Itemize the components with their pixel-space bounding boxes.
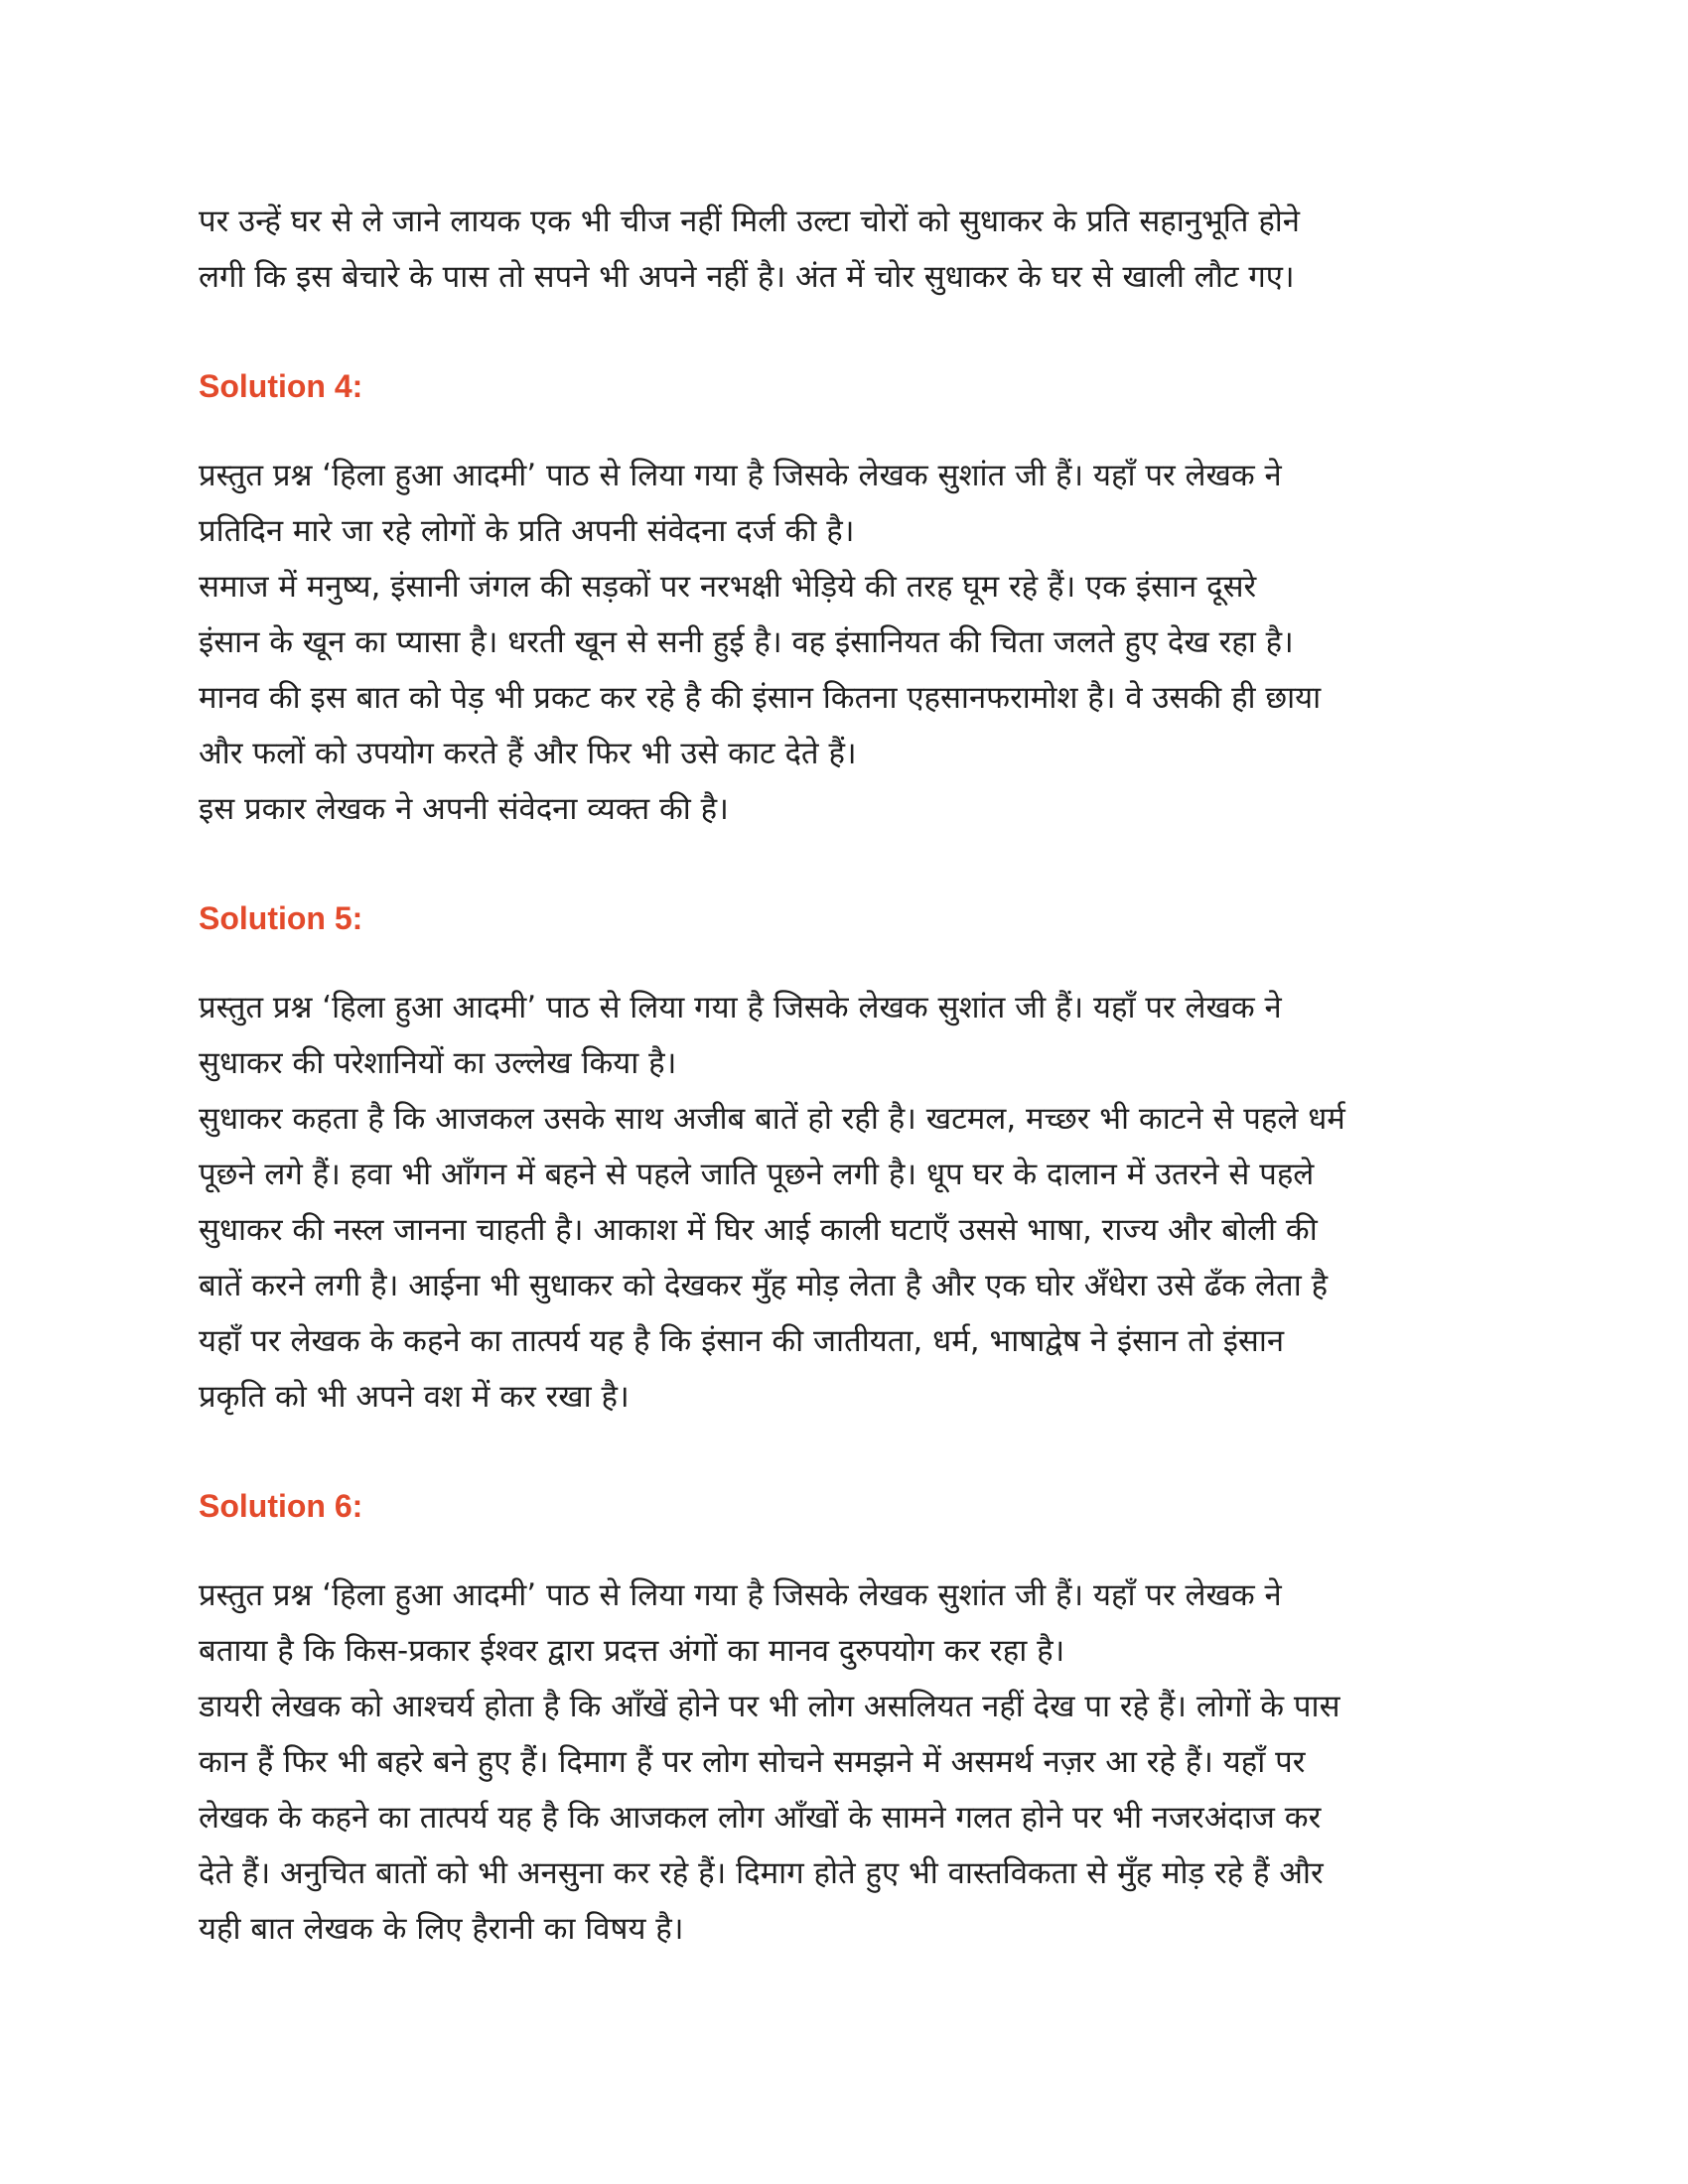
solution-6-paragraph [199,1568,1489,1957]
text-line: और फलों को उपयोग करते हैं और फिर भी उसे काट देते हैं। [199,736,857,771]
text-line: बताया है कि किस-प्रकार ईश्वर द्वारा प्रदत्त अंगों का मानव दुरुपयोग कर रहा है। [199,1633,1065,1669]
solution-5-paragraph [199,980,1489,1425]
text-line: मानव की इस बात को पेड़ भी प्रकट कर रहे है की इंसान कितना एहसानफरामोश है। वे उसकी ही छाया [199,680,1322,716]
text-line: देते हैं। अनुचित बातों को भी अनसुना कर रहे हैं। दिमाग होते हुए भी वास्तविकता से मुँह मोड़ रहे हैं और [199,1855,1324,1891]
text-line: प्रस्तुत प्रश्न ‘हिला हुआ आदमी’ पाठ से लिया गया है जिसके लेखक सुशांत जी हैं। यहाँ पर लेखक ने [199,990,1282,1025]
solution-6-heading: Solution 6: [199,1488,363,1524]
text-line: प्रस्तुत प्रश्न ‘हिला हुआ आदमी’ पाठ से लिया गया है जिसके लेखक सुशांत जी हैं। यहाँ पर लेखक ने [199,1577,1282,1613]
text-line: पर उन्हें घर से ले जाने लायक एक भी चीज नहीं मिली उल्टा चोरों को सुधाकर के प्रति सहानुभूति होने [199,204,1301,239]
text-line: यही बात लेखक के लिए हैरानी का विषय है। [199,1911,684,1947]
text-line: सुधाकर कहता है कि आजकल उसके साथ अजीब बातें हो रही है। खटमल, मच्छर भी काटने से पहले धर्म [199,1101,1345,1137]
solution-5-heading: Solution 5: [199,900,363,936]
document-page [199,194,1489,1957]
text-line: इस प्रकार लेखक ने अपनी संवेदना व्यक्त की है। [199,791,729,827]
intro-paragraph [199,194,1489,305]
text-line: डायरी लेखक को आश्चर्य होता है कि आँखें होने पर भी लोग असलियत नहीं देख पा रहे हैं। लोगों के पास [199,1689,1340,1724]
text-line: समाज में मनुष्य, इंसानी जंगल की सड़कों पर नरभक्षी भेड़िये की तरह घूम रहे हैं। एक इंसान दूसरे [199,569,1257,605]
text-line: सुधाकर की नस्ल जानना चाहती है। आकाश में घिर आई काली घटाएँ उससे भाषा, राज्य और बोली की [199,1212,1318,1248]
text-line: इंसान के खून का प्यासा है। धरती खून से सनी हुई है। वह इंसानियत की चिता जलते हुए देख रहा है। [199,624,1294,660]
text-line: सुधाकर की परेशानियों का उल्लेख किया है। [199,1045,677,1081]
text-line: प्रतिदिन मारे जा रहे लोगों के प्रति अपनी संवेदना दर्ज की है। [199,513,855,549]
solution-4-paragraph [199,448,1489,837]
text-line: यहाँ पर लेखक के कहने का तात्पर्य यह है कि इंसान की जातीयता, धर्म, भाषाद्वेष ने इंसान तो इंसान [199,1323,1285,1359]
text-line: कान हैं फिर भी बहरे बने हुए हैं। दिमाग हैं पर लोग सोचने समझने में असमर्थ नज़र आ रहे हैं। यहाँ पर [199,1744,1306,1780]
text-line: लेखक के कहने का तात्पर्य यह है कि आजकल लोग आँखों के सामने गलत होने पर भी नजरअंदाज कर [199,1800,1322,1836]
text-line: बातें करने लगी है। आईना भी सुधाकर को देखकर मुँह मोड़ लेता है और एक घोर अँधेरा उसे ढँक लेता है [199,1268,1329,1303]
solution-4-heading: Solution 4: [199,368,363,404]
text-line: लगी कि इस बेचारे के पास तो सपने भी अपने नहीं है। अंत में चोर सुधाकर के घर से खाली लौट गए। [199,259,1295,295]
text-line: प्रस्तुत प्रश्न ‘हिला हुआ आदमी’ पाठ से लिया गया है जिसके लेखक सुशांत जी हैं। यहाँ पर लेखक ने [199,458,1282,493]
text-line: पूछने लगे हैं। हवा भी आँगन में बहने से पहले जाति पूछने लगी है। धूप घर के दालान में उतरने से पहले [199,1157,1315,1192]
text-line: प्रकृति को भी अपने वश में कर रखा है। [199,1379,630,1415]
